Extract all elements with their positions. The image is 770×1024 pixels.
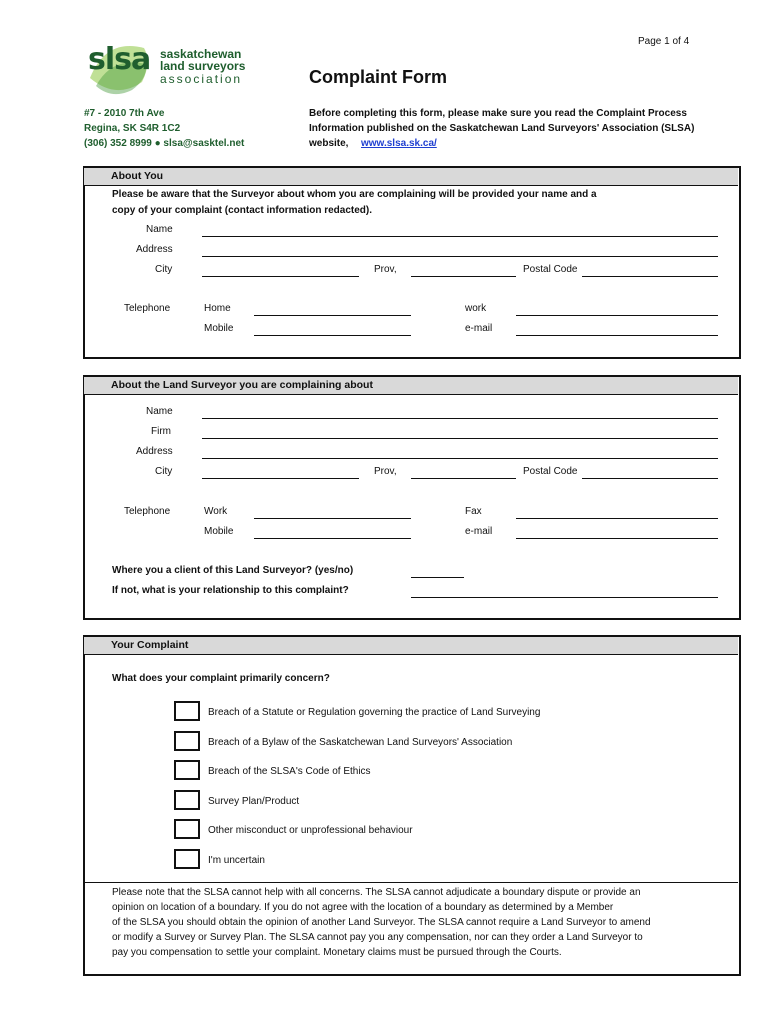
checkbox-bylaw[interactable] (174, 731, 200, 751)
you-postal-field[interactable] (582, 276, 718, 277)
label-home: Home (204, 303, 231, 314)
label-surveyor-postal: Postal Code (523, 466, 578, 477)
address-line1: #7 - 2010 7th Ave (84, 108, 165, 119)
surveyor-postal-field[interactable] (582, 478, 718, 479)
label-surveyor-name: Name (146, 406, 173, 417)
label-email: e-mail (465, 323, 493, 334)
option-statute-label: Breach of a Statute or Regulation governing the practice of Land Surveying (208, 707, 541, 718)
label-surveyor-mobile: Mobile (204, 526, 234, 537)
option-bylaw-label: Breach of a Bylaw of the Saskatchewan Land Surveyors' Association (208, 737, 513, 748)
option-misconduct-label: Other misconduct or unprofessional behaviour (208, 825, 413, 836)
label-postal: Postal Code (523, 264, 578, 275)
logo-line3: association (160, 72, 243, 86)
you-name-field[interactable] (202, 236, 718, 237)
you-city-field[interactable] (202, 276, 359, 277)
checkbox-ethics[interactable] (174, 760, 200, 780)
your-complaint-header (84, 637, 738, 655)
label-prov: Prov, (374, 264, 397, 275)
about-you-header (84, 168, 738, 186)
note-divider (84, 882, 738, 883)
label-name: Name (146, 224, 173, 235)
label-address: Address (136, 244, 173, 255)
address-line3: (306) 352 8999 ● slsa@sasktel.net (84, 138, 245, 149)
option-uncertain-label: I'm uncertain (208, 855, 265, 866)
you-prov-field[interactable] (411, 276, 516, 277)
about-you-notice-line1: Please be aware that the Surveyor about whom you are complaining will be provided your name and a (112, 189, 597, 200)
slsa-logo (86, 38, 246, 100)
surveyor-prov-field[interactable] (411, 478, 516, 479)
surveyor-address-field[interactable] (202, 458, 718, 459)
label-surveyor-email: e-mail (465, 526, 493, 537)
you-email-field[interactable] (516, 335, 718, 336)
checkbox-survey-plan[interactable] (174, 790, 200, 810)
client-question: Where you a client of this Land Surveyor? (yes/no) (112, 565, 354, 576)
label-telephone: Telephone (124, 303, 171, 314)
surveyor-mobile-field[interactable] (254, 538, 411, 539)
about-surveyor-section (83, 375, 741, 620)
note-line2: opinion on location of a boundary. If you do not agree with the location of a boundary as determined by a Member (112, 902, 614, 913)
relationship-question: If not, what is your relationship to this complaint? (112, 585, 349, 596)
label-surveyor-telephone: Telephone (124, 506, 171, 517)
label-surveyor-work: Work (204, 506, 228, 517)
website-link[interactable]: www.slsa.sk.ca/ (361, 138, 437, 149)
logo-line2: land surveyors (160, 59, 246, 73)
label-mobile: Mobile (204, 323, 234, 334)
you-work-field[interactable] (516, 315, 718, 316)
label-work: work (465, 303, 487, 314)
intro-website-label: website, (309, 138, 349, 149)
logo-mark: slsa (88, 42, 151, 77)
note-line3: of the SLSA you should obtain the opinion of another Land Surveyor. The SLSA cannot require a Land Surveyor to amend (112, 917, 651, 928)
note-line4: or modify a Survey or Survey Plan. The SLSA cannot pay you any compensation, nor can they order a Land Surveyor to (112, 932, 643, 943)
about-surveyor-header (84, 377, 738, 395)
label-surveyor-address: Address (136, 446, 173, 457)
page-title: Complaint Form (309, 67, 447, 87)
checkbox-uncertain[interactable] (174, 849, 200, 869)
about-surveyor-heading: About the Land Surveyor you are complaining about (111, 379, 373, 391)
note-line5: pay you compensation to settle your complaint. Monetary claims must be pursued through the Courts. (112, 947, 562, 958)
intro-line2: Information published on the Saskatchewan Land Surveyors' Association (SLSA) (309, 123, 695, 134)
you-address-field[interactable] (202, 256, 718, 257)
relationship-answer-field[interactable] (411, 597, 718, 598)
client-answer-field[interactable] (411, 577, 464, 578)
option-survey-plan-label: Survey Plan/Product (208, 796, 300, 807)
page-number: Page 1 of 4 (638, 36, 690, 47)
about-you-heading: About You (111, 170, 164, 182)
intro-line1: Before completing this form, please make sure you read the Complaint Process (309, 108, 687, 119)
surveyor-firm-field[interactable] (202, 438, 718, 439)
checkbox-statute[interactable] (174, 701, 200, 721)
option-ethics-label: Breach of the SLSA's Code of Ethics (208, 766, 371, 777)
address-line2: Regina, SK S4R 1C2 (84, 123, 181, 134)
label-surveyor-prov: Prov, (374, 466, 397, 477)
complaint-question: What does your complaint primarily concern? (112, 673, 330, 684)
surveyor-fax-field[interactable] (516, 518, 718, 519)
surveyor-city-field[interactable] (202, 478, 359, 479)
you-home-field[interactable] (254, 315, 411, 316)
note-line1: Please note that the SLSA cannot help with all concerns. The SLSA cannot adjudicate a boundary dispute or provide an (112, 887, 641, 898)
your-complaint-heading: Your Complaint (111, 639, 189, 651)
you-mobile-field[interactable] (254, 335, 411, 336)
logo-line1: saskatchewan (160, 47, 242, 61)
label-surveyor-city: City (155, 466, 173, 477)
label-city: City (155, 264, 173, 275)
surveyor-name-field[interactable] (202, 418, 718, 419)
label-surveyor-fax: Fax (465, 506, 482, 517)
surveyor-email-field[interactable] (516, 538, 718, 539)
surveyor-work-field[interactable] (254, 518, 411, 519)
about-you-notice-line2: copy of your complaint (contact information redacted). (112, 205, 373, 216)
label-firm: Firm (151, 426, 171, 437)
checkbox-misconduct[interactable] (174, 819, 200, 839)
